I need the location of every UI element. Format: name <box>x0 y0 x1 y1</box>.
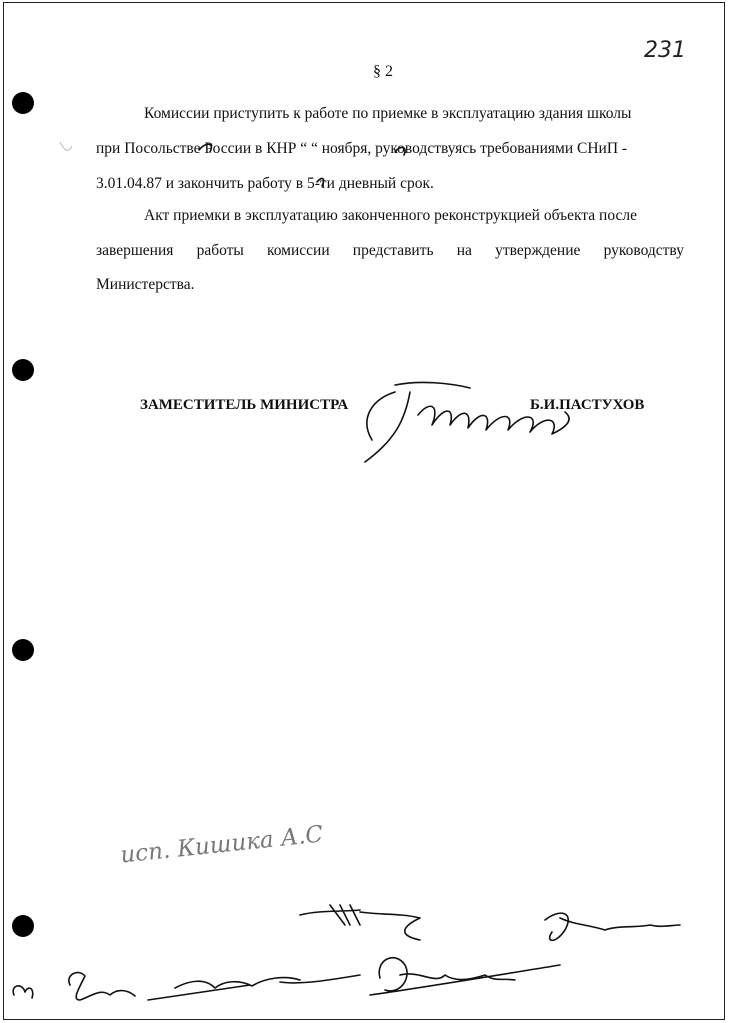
word: комиссии <box>266 242 330 259</box>
main-signature <box>365 382 569 462</box>
signature-right <box>545 913 680 940</box>
word: работы <box>196 242 244 259</box>
correction-mark <box>199 144 211 152</box>
signature-bottom-middle <box>148 975 360 1000</box>
initials-mark <box>13 986 33 998</box>
paragraph1-line2: при Посольстве России в КНР “ “ ноября, руководствуясь требованиями СНиП - <box>96 140 628 157</box>
signatory-position: ЗАМЕСТИТЕЛЬ МИНИСТРА <box>140 397 349 413</box>
word: представить <box>352 242 434 259</box>
signature-bottom-right <box>370 958 560 995</box>
word: утверждение <box>495 242 581 259</box>
pencil-mark <box>60 142 72 150</box>
paragraph2-line1: Акт приемки в эксплуатацию законченного реконструкцией объекта после <box>144 207 637 224</box>
paragraph1-line3: 3.01.04.87 и закончить работу в 5-ти дневный срок. <box>96 175 434 192</box>
signature-bottom-left <box>69 973 135 1000</box>
word: завершения <box>96 242 174 259</box>
paragraph2-line3: Министерства. <box>96 276 195 293</box>
paragraph1-line1-text: Комиссии приступить к работе по приемке в эксплуатацию здания школы <box>144 105 632 122</box>
page-number: 231 <box>644 38 686 63</box>
signature-scribble <box>300 905 420 940</box>
correction-mark <box>395 147 405 155</box>
word: руководству <box>603 242 684 259</box>
word: на <box>456 242 472 259</box>
correction-mark <box>317 179 324 186</box>
handwritten-note: исп. Кишика А.С <box>119 821 325 869</box>
signatory-name: Б.И.ПАСТУХОВ <box>530 397 645 413</box>
section-mark: § 2 <box>373 63 393 80</box>
